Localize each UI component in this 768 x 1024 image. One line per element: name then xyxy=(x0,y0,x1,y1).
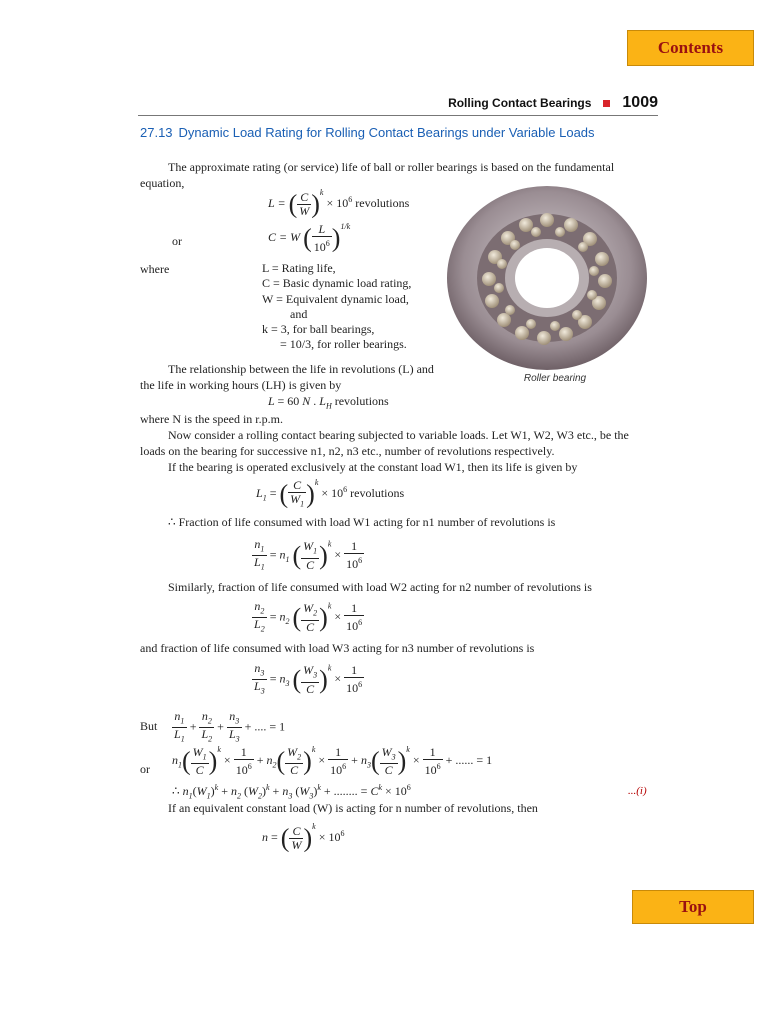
equation-therefore: ∴ $n_1(W_1)^k + n_2$ $(W_2)^k + n_3$ $(W_3)^k$ + ........ = $C^k \times 10^6$ xyxy=(172,783,411,801)
fraction1-paragraph: ∴ Fraction of life consumed with load W1 acting for n1 number of revolutions is xyxy=(168,515,556,529)
or-label: or xyxy=(172,234,182,248)
page-marker-icon xyxy=(603,100,610,107)
equation-rating: C = W ( $\frac{L}{10^6}$ )$^{1/k}$ xyxy=(268,221,351,254)
figure-caption: Roller bearing xyxy=(523,373,587,384)
definition-item: and xyxy=(290,306,308,321)
section-number: 27.13 xyxy=(140,125,173,140)
equation-fraction2: $\frac{n_2}{L_2}$ = $n_2$ ( $\frac{W_2}{C}$ )$^k$ × $\frac{1}{10^6}$ xyxy=(254,599,363,634)
roller-bearing-image xyxy=(445,183,650,373)
definition-item: = 10/3, for roller bearings. xyxy=(280,337,407,352)
equation-fraction3: $\frac{n_3}{L_3}$ = $n_3$ ( $\frac{W_3}{C}$ )$^k$ × $\frac{1}{10^6}$ xyxy=(254,661,363,696)
top-button[interactable]: Top xyxy=(632,890,754,924)
constant-load-paragraph: If the bearing is operated exclusively at the constant load W1, then its life is given by xyxy=(168,460,578,474)
intro-paragraph: The approximate rating (or service) life of ball or roller bearings is based on the fundamental equation, xyxy=(140,160,615,190)
equation-life-w1: $L_1$ = ( $\frac{C}{W_1}$ )$^k \times 10^6$ revolutions xyxy=(256,477,405,509)
speed-paragraph: where N is the speed in r.p.m. xyxy=(140,412,283,426)
page-number: 1009 xyxy=(622,94,658,111)
equation-reference: ...(i) xyxy=(628,785,647,797)
variable-loads-paragraph: Now consider a rolling contact bearing subjected to variable loads. Let W1, W2, W3 etc., be the loads on the bearing for successive n1, n2, n3 etc., number of revolutions respectively. xyxy=(140,428,629,458)
definition-item: L = Rating life, xyxy=(262,261,336,275)
equation-sum: $\frac{n_1}{L_1}$ + $\frac{n_2}{L_2}$ + $\frac{n_3}{L_3}$ + .... = 1 xyxy=(174,709,286,744)
equation-life: L = ( $\frac{C}{W}$ )$^k \times 10^6$ revolutions xyxy=(268,188,410,219)
definitions-list xyxy=(262,261,411,353)
equation-equivalent: n = ( $\frac{C}{W}$ )$^k \times 10^6$ xyxy=(262,822,345,853)
equivalent-paragraph: If an equivalent constant load (W) is acting for n number of revolutions, then xyxy=(168,801,538,815)
running-title: Rolling Contact Bearings xyxy=(448,96,592,110)
header-rule xyxy=(138,115,658,116)
revolutions-label: revolutions xyxy=(355,196,410,210)
equation-fraction1: $\frac{n_1}{L_1}$ = $n_1$ ( $\frac{W_1}{C}$ )$^k$ × $\frac{1}{10^6}$ xyxy=(254,537,363,572)
running-header xyxy=(440,93,658,113)
definition-item: W = Equivalent dynamic load, xyxy=(262,291,409,306)
section-heading xyxy=(140,124,660,141)
where-label: where xyxy=(140,262,170,276)
or-label-2: or xyxy=(140,762,150,776)
section-title: Dynamic Load Rating for Rolling Contact Bearings under Variable Loads xyxy=(178,125,595,140)
fraction2-paragraph: Similarly, fraction of life consumed with load W2 acting for n2 number of revolutions is xyxy=(168,580,592,594)
relationship-paragraph: The relationship between the life in revolutions (L) and the life in working hours (LH) is given by xyxy=(140,362,434,392)
definition-item: k = 3, for ball bearings, xyxy=(262,322,375,337)
but-label: But xyxy=(140,719,158,733)
equation-expanded: $n_1$( $\frac{W_1}{C}$ )$^k$ × $\frac{1}{10^6}$ + $n_2$( $\frac{W_2}{C}$ )$^k$ × $\frac{1}{10^6}$ + $n_3$( $\frac{W_3}{C}$ )$^k$ × $\frac{1}{10^6}$ + ...... = 1 xyxy=(172,744,493,777)
fraction3-paragraph: and fraction of life consumed with load W3 acting for n3 number of revolutions is xyxy=(140,641,535,655)
equation-hours: L = 60 N . $L_H$ revolutions xyxy=(268,394,389,411)
contents-button[interactable]: Contents xyxy=(627,30,754,66)
definition-item: C = Basic dynamic load rating, xyxy=(262,276,412,291)
